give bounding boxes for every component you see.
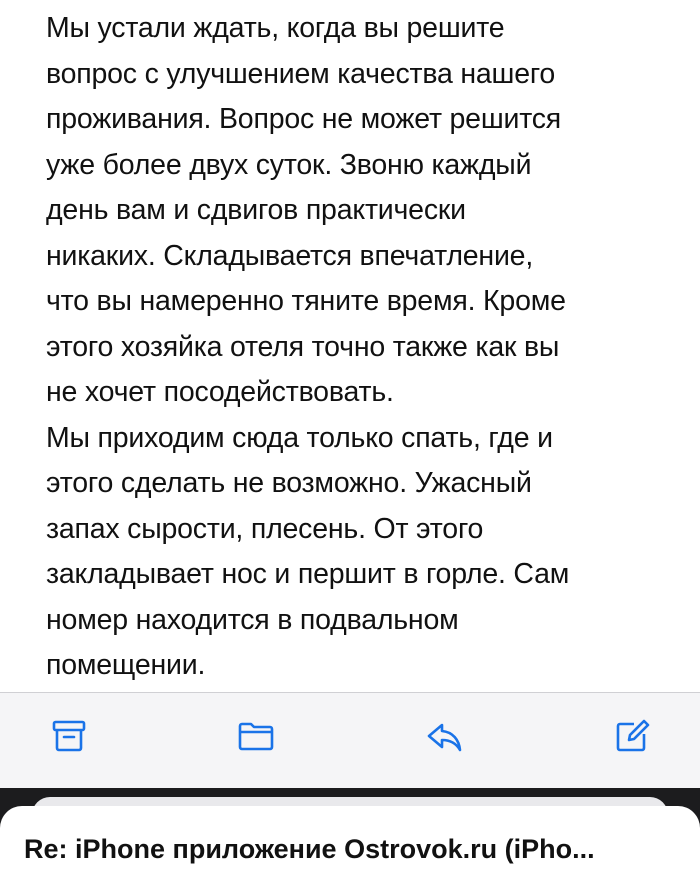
- message-line: никаких. Складывается впечатление,: [46, 239, 534, 272]
- message-line: номер находится в подвальном: [46, 603, 459, 636]
- message-body: [46, 6, 686, 689]
- message-line: Мы приходим сюда только спать, где и: [46, 421, 553, 454]
- message-line: Мы устали ждать, когда вы решите: [46, 12, 505, 44]
- archive-button[interactable]: [46, 713, 92, 759]
- message-line: уже более двух суток. Звоню каждый: [46, 148, 532, 181]
- message-line: этого хозяйка отеля точно также как вы: [46, 330, 560, 363]
- draft-subject[interactable]: Re: iPhone приложение Ostrovok.ru (iPho...: [24, 834, 595, 864]
- message-line: что вы намеренно тяните время. Кроме: [46, 285, 566, 317]
- message-line: закладывает нос и першит в горле. Сам: [46, 558, 570, 590]
- message-line: не хочет посодействовать.: [46, 376, 394, 408]
- compose-button[interactable]: [609, 713, 655, 759]
- message-line: этого сделать не возможно. Ужасный: [46, 467, 532, 499]
- message-line: вопрос с улучшением качества нашего: [46, 57, 556, 90]
- message-line: запах сырости, плесень. От этого: [46, 512, 484, 545]
- message-line: проживания. Вопрос не может решится: [46, 103, 562, 135]
- message-line: день вам и сдвигов практически: [46, 194, 466, 226]
- reply-icon: [424, 716, 464, 756]
- folder-icon: [236, 716, 276, 756]
- reply-button[interactable]: [421, 713, 467, 759]
- archive-icon: [49, 716, 89, 756]
- message-line: помещении.: [46, 649, 206, 681]
- mail-toolbar: [0, 692, 700, 789]
- move-to-folder-button[interactable]: [233, 713, 279, 759]
- compose-icon: [612, 716, 652, 756]
